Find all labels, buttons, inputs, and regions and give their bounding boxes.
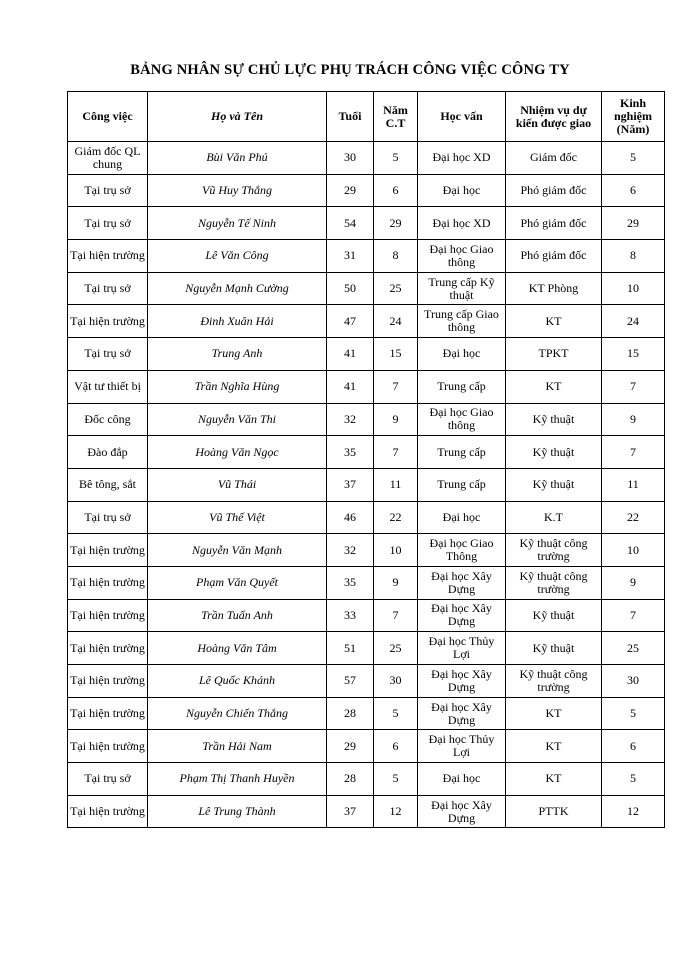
cell-job: Tại hiện trường	[68, 632, 148, 665]
cell-job: Tại trụ sở	[68, 272, 148, 305]
cell-name: Nguyễn Văn Mạnh	[148, 534, 327, 567]
cell-duty: Phó giám đốc	[506, 174, 602, 207]
cell-education: Đại học Giao thông	[418, 240, 506, 273]
cell-years: 12	[374, 795, 418, 828]
cell-education: Đại học XD	[418, 207, 506, 240]
cell-name: Vũ Huy Thắng	[148, 174, 327, 207]
cell-education: Đại học	[418, 501, 506, 534]
cell-name: Nguyễn Mạnh Cường	[148, 272, 327, 305]
cell-duty: KT	[506, 697, 602, 730]
cell-duty: KT	[506, 730, 602, 763]
cell-name: Trần Tuấn Anh	[148, 599, 327, 632]
cell-age: 41	[327, 370, 374, 403]
header-experience: Kinh nghiệm (Năm)	[602, 92, 665, 142]
cell-name: Lê Quốc Khánh	[148, 665, 327, 698]
cell-duty: Kỹ thuật công trường	[506, 534, 602, 567]
cell-job: Tại trụ sở	[68, 174, 148, 207]
cell-name: Trung Anh	[148, 338, 327, 371]
cell-job: Tại hiện trường	[68, 534, 148, 567]
cell-years: 24	[374, 305, 418, 338]
table-row	[68, 632, 665, 665]
cell-experience: 22	[602, 501, 665, 534]
header-name: Họ và Tên	[148, 92, 327, 142]
cell-years: 9	[374, 403, 418, 436]
cell-education: Đại học	[418, 338, 506, 371]
cell-age: 30	[327, 142, 374, 175]
cell-education: Đại học Giao thông	[418, 403, 506, 436]
cell-age: 50	[327, 272, 374, 305]
cell-job: Tại trụ sở	[68, 207, 148, 240]
header-age: Tuổi	[327, 92, 374, 142]
table-row	[68, 370, 665, 403]
cell-job: Bê tông, sắt	[68, 468, 148, 501]
cell-duty: Phó giám đốc	[506, 240, 602, 273]
cell-education: Đại học	[418, 174, 506, 207]
cell-age: 35	[327, 436, 374, 469]
cell-years: 29	[374, 207, 418, 240]
cell-job: Tại hiện trường	[68, 305, 148, 338]
cell-experience: 10	[602, 272, 665, 305]
cell-duty: Phó giám đốc	[506, 207, 602, 240]
cell-years: 8	[374, 240, 418, 273]
table-row	[68, 240, 665, 273]
cell-job: Tại trụ sở	[68, 763, 148, 796]
cell-years: 25	[374, 272, 418, 305]
cell-years: 7	[374, 599, 418, 632]
cell-experience: 29	[602, 207, 665, 240]
table-row	[68, 436, 665, 469]
cell-years: 25	[374, 632, 418, 665]
cell-job: Tại hiện trường	[68, 599, 148, 632]
cell-name: Phạm Thị Thanh Huyền	[148, 763, 327, 796]
cell-age: 29	[327, 730, 374, 763]
cell-duty: KT Phòng	[506, 272, 602, 305]
cell-years: 7	[374, 370, 418, 403]
cell-age: 32	[327, 534, 374, 567]
cell-duty: Kỹ thuật	[506, 632, 602, 665]
cell-name: Vũ Thế Việt	[148, 501, 327, 534]
cell-age: 57	[327, 665, 374, 698]
cell-years: 22	[374, 501, 418, 534]
cell-duty: TPKT	[506, 338, 602, 371]
cell-experience: 7	[602, 599, 665, 632]
cell-age: 54	[327, 207, 374, 240]
cell-education: Trung cấp	[418, 436, 506, 469]
header-duty: Nhiệm vụ dự kiến được giao	[506, 92, 602, 142]
cell-age: 37	[327, 468, 374, 501]
table-row	[68, 468, 665, 501]
cell-job: Đốc công	[68, 403, 148, 436]
cell-education: Đại học Xây Dựng	[418, 697, 506, 730]
cell-experience: 30	[602, 665, 665, 698]
cell-job: Tại trụ sở	[68, 338, 148, 371]
cell-education: Trung cấp	[418, 468, 506, 501]
cell-job: Vật tư thiết bị	[68, 370, 148, 403]
cell-duty: Kỹ thuật	[506, 436, 602, 469]
cell-education: Đại học Thủy Lợi	[418, 730, 506, 763]
cell-age: 41	[327, 338, 374, 371]
cell-years: 7	[374, 436, 418, 469]
cell-duty: K.T	[506, 501, 602, 534]
table-row	[68, 730, 665, 763]
cell-years: 10	[374, 534, 418, 567]
cell-education: Đại học	[418, 763, 506, 796]
cell-name: Lê Trung Thành	[148, 795, 327, 828]
cell-job: Tại trụ sở	[68, 501, 148, 534]
cell-job: Đào đắp	[68, 436, 148, 469]
cell-education: Đại học Xây Dựng	[418, 599, 506, 632]
cell-education: Đại học Xây Dựng	[418, 665, 506, 698]
cell-experience: 9	[602, 403, 665, 436]
table-row	[68, 534, 665, 567]
cell-duty: Kỹ thuật	[506, 599, 602, 632]
cell-job: Giám đốc QL chung	[68, 142, 148, 175]
cell-education: Trung cấp Kỹ thuật	[418, 272, 506, 305]
table-row	[68, 566, 665, 599]
cell-age: 37	[327, 795, 374, 828]
cell-job: Tại hiện trường	[68, 730, 148, 763]
cell-name: Lê Văn Công	[148, 240, 327, 273]
cell-years: 6	[374, 730, 418, 763]
cell-age: 51	[327, 632, 374, 665]
cell-experience: 8	[602, 240, 665, 273]
cell-experience: 10	[602, 534, 665, 567]
table-row	[68, 272, 665, 305]
cell-experience: 5	[602, 697, 665, 730]
header-job: Công việc	[68, 92, 148, 142]
cell-duty: Kỹ thuật	[506, 403, 602, 436]
cell-age: 47	[327, 305, 374, 338]
table-row	[68, 665, 665, 698]
cell-education: Đại học Xây Dựng	[418, 566, 506, 599]
cell-job: Tại hiện trường	[68, 566, 148, 599]
cell-experience: 6	[602, 174, 665, 207]
cell-name: Bùi Văn Phú	[148, 142, 327, 175]
cell-age: 28	[327, 763, 374, 796]
cell-job: Tại hiện trường	[68, 665, 148, 698]
cell-experience: 6	[602, 730, 665, 763]
cell-years: 6	[374, 174, 418, 207]
cell-job: Tại hiện trường	[68, 795, 148, 828]
cell-age: 46	[327, 501, 374, 534]
cell-name: Nguyễn Văn Thi	[148, 403, 327, 436]
cell-experience: 9	[602, 566, 665, 599]
cell-duty: PTTK	[506, 795, 602, 828]
staff-table	[67, 91, 665, 828]
cell-years: 15	[374, 338, 418, 371]
cell-name: Đinh Xuân Hải	[148, 305, 327, 338]
table-row	[68, 599, 665, 632]
header-years: Năm C.T	[374, 92, 418, 142]
cell-education: Đại học Thủy Lợi	[418, 632, 506, 665]
cell-name: Trần Hải Nam	[148, 730, 327, 763]
cell-age: 33	[327, 599, 374, 632]
cell-duty: KT	[506, 305, 602, 338]
table-row	[68, 305, 665, 338]
cell-education: Trung cấp Giao thông	[418, 305, 506, 338]
table-row	[68, 763, 665, 796]
cell-name: Hoàng Văn Tâm	[148, 632, 327, 665]
cell-age: 28	[327, 697, 374, 730]
cell-name: Nguyễn Chiến Thắng	[148, 697, 327, 730]
staff-table-body	[68, 142, 665, 828]
table-row	[68, 795, 665, 828]
table-header-row	[68, 92, 665, 142]
cell-duty: Kỹ thuật công trường	[506, 566, 602, 599]
table-row	[68, 403, 665, 436]
cell-years: 9	[374, 566, 418, 599]
cell-years: 5	[374, 142, 418, 175]
cell-duty: KT	[506, 370, 602, 403]
cell-experience: 12	[602, 795, 665, 828]
cell-experience: 15	[602, 338, 665, 371]
table-row	[68, 142, 665, 175]
cell-duty: Giám đốc	[506, 142, 602, 175]
cell-experience: 5	[602, 142, 665, 175]
cell-age: 35	[327, 566, 374, 599]
cell-age: 29	[327, 174, 374, 207]
cell-education: Đại học Giao Thông	[418, 534, 506, 567]
cell-job: Tại hiện trường	[68, 240, 148, 273]
cell-experience: 25	[602, 632, 665, 665]
header-education: Học vấn	[418, 92, 506, 142]
table-row	[68, 207, 665, 240]
cell-name: Trần Nghĩa Hùng	[148, 370, 327, 403]
cell-years: 11	[374, 468, 418, 501]
cell-education: Trung cấp	[418, 370, 506, 403]
cell-experience: 7	[602, 370, 665, 403]
table-row	[68, 697, 665, 730]
cell-name: Vũ Thái	[148, 468, 327, 501]
cell-name: Hoàng Văn Ngọc	[148, 436, 327, 469]
cell-age: 32	[327, 403, 374, 436]
cell-years: 30	[374, 665, 418, 698]
cell-education: Đại học XD	[418, 142, 506, 175]
table-row	[68, 174, 665, 207]
table-row	[68, 338, 665, 371]
cell-education: Đại học Xây Dựng	[418, 795, 506, 828]
cell-duty: Kỹ thuật công trường	[506, 665, 602, 698]
document-title: BẢNG NHÂN SỰ CHỦ LỰC PHỤ TRÁCH CÔNG VIỆC CÔNG TY	[130, 62, 570, 78]
cell-experience: 7	[602, 436, 665, 469]
cell-years: 5	[374, 697, 418, 730]
cell-duty: KT	[506, 763, 602, 796]
cell-experience: 24	[602, 305, 665, 338]
cell-job: Tại hiện trường	[68, 697, 148, 730]
cell-name: Phạm Văn Quyết	[148, 566, 327, 599]
cell-duty: Kỹ thuật	[506, 468, 602, 501]
cell-years: 5	[374, 763, 418, 796]
cell-experience: 11	[602, 468, 665, 501]
table-row	[68, 501, 665, 534]
cell-experience: 5	[602, 763, 665, 796]
cell-name: Nguyễn Tế Ninh	[148, 207, 327, 240]
cell-age: 31	[327, 240, 374, 273]
